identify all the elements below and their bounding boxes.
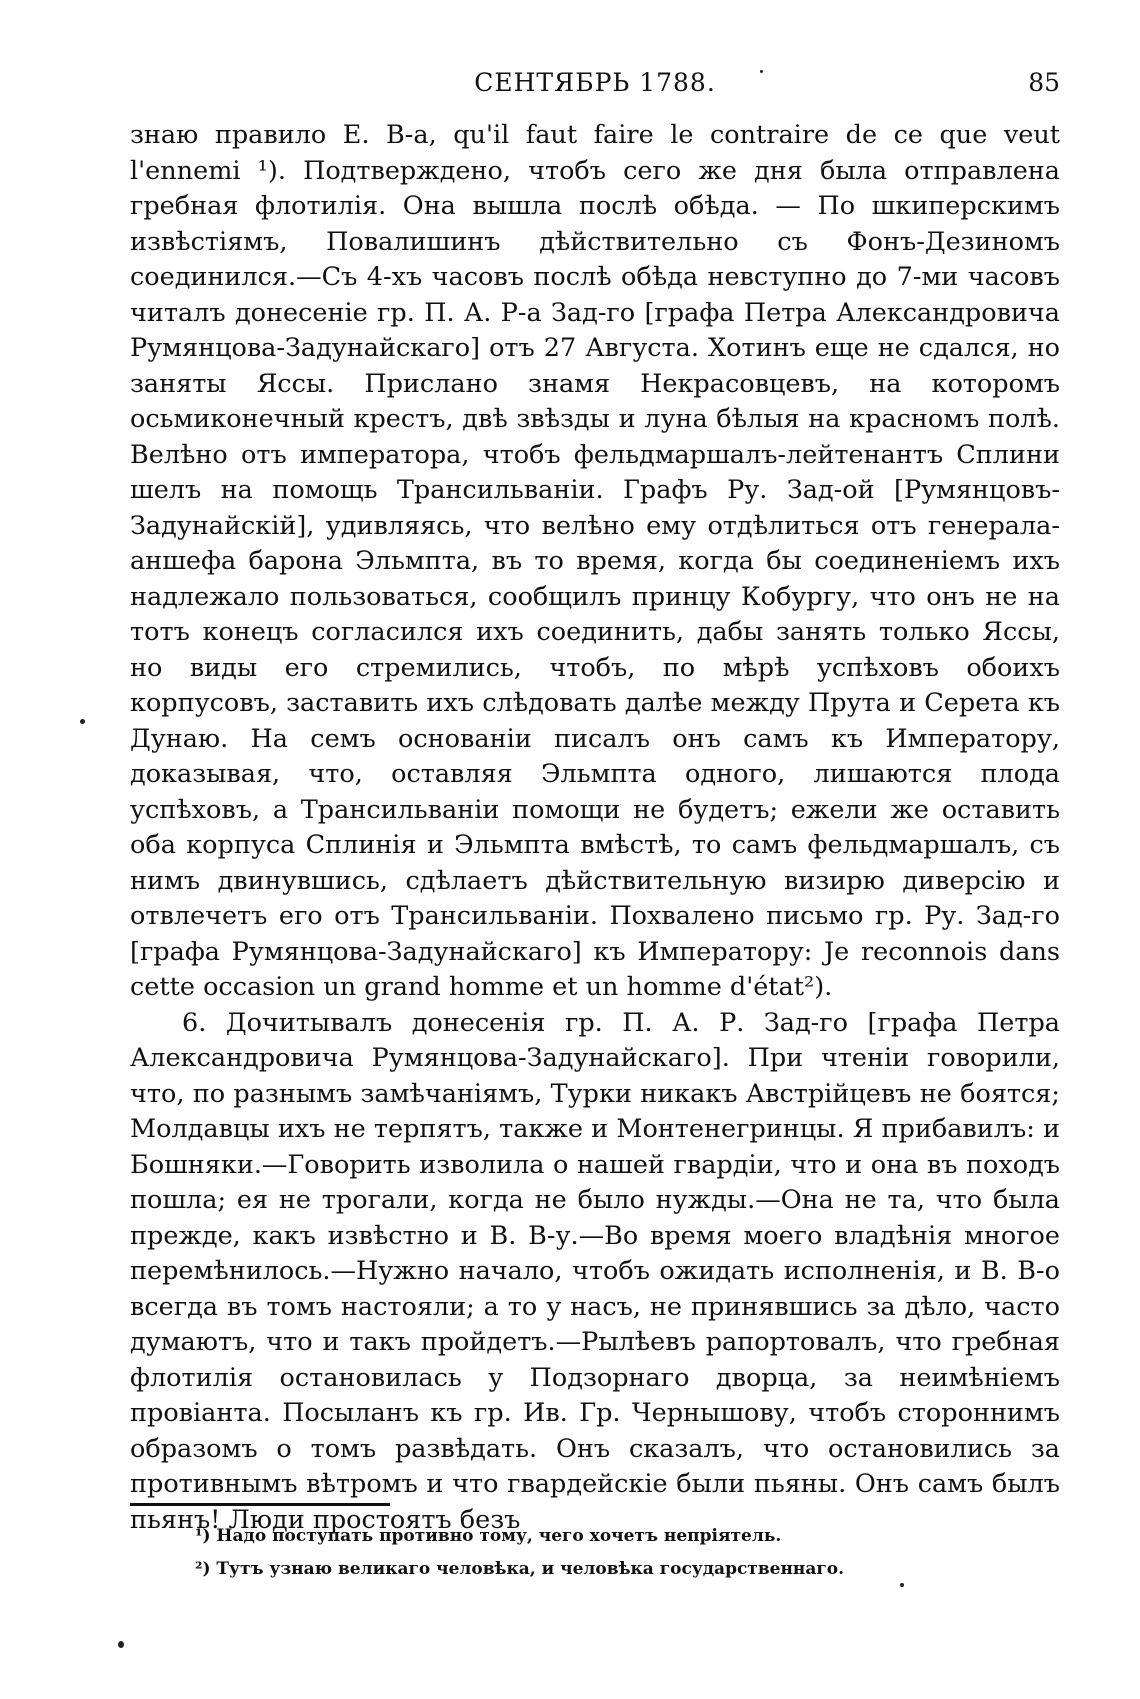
footnote: ²) Тутъ узнаю великаго человѣка, и человѣка государственнаго. — [195, 1559, 845, 1579]
footnote: ¹) Надо поступать противно тому, чего хочетъ непріятель. — [195, 1526, 782, 1546]
running-head: СЕНТЯБРЬ 1788. — [474, 68, 716, 97]
paragraph: 6. Дочитывалъ донесенія гр. П. А. Р. Зад-го [графа Петра Александровича Румянцова-Задунайскаго]. При чтеніи говорили, что, по разнымъ замѣчаніямъ, Турки никакъ Австрійцевъ не боятся; Молдавцы ихъ не терпятъ, также и Монтенегринцы. Я прибавилъ: и Бошняки.—Говорить изволила о нашей гвардіи, что и она въ походъ пошла; ея не трогали, когда не было нужды.—Она не та, что была прежде, какъ извѣстно и В. В-у.—Во время моего владѣнія многое перемѣнилось.—Нужно начало, чтобъ ожидать исполненія, и В. В-о всегда въ томъ настояли; а то у насъ, не принявшись за дѣло, часто думаютъ, что и такъ пройдетъ.—Рылѣевъ рапортовалъ, что гребная флотилія остановилась у Подзорнаго дворца, за неимѣніемъ провіанта. Посыланъ къ гр. Ив. Гр. Чернышову, чтобъ стороннимъ образомъ о томъ развѣдать. Онъ сказалъ, что остановились за противнымъ вѣтромъ и что гвардейскіе были пьяны. Онъ самъ былъ пьянъ! Люди простоятъ безъ — [130, 1007, 1060, 1535]
scan-speck — [80, 719, 85, 724]
scan-speck — [118, 1641, 124, 1648]
scan-speck — [900, 1583, 904, 1587]
paragraph: знаю правило Е. В-а, qu'il faut faire le contraire de ce que veut l'ennemi ¹). Подтверждено, чтобъ сего же дня была отправлена гребная флотилія. Она вышла послѣ обѣда. — По шкиперскимъ извѣстіямъ, Повалишинъ дѣйствительно съ Фонъ-Дезиномъ соединился.—Съ 4-хъ часовъ послѣ обѣда невступно до 7-ми часовъ читалъ донесеніе гр. П. А. Р-а Зад-го [графа Петра Александровича Румянцова-Задунайскаго] отъ 27 Августа. Хотинъ еще не сдался, но заняты Яссы. Прислано знамя Некрасовцевъ, на которомъ осьмиконечный крестъ, двѣ звѣзды и луна бѣлыя на красномъ полѣ. Велѣно отъ императора, чтобъ фельдмаршалъ-лейтенантъ Сплини шелъ на помощь Трансильваніи. Графъ Ру. Зад-ой [Румянцовъ-Задунайскій], удивляясь, что велѣно ему отдѣлиться отъ генерала-аншефа барона Эльмпта, въ то время, когда бы соединеніемъ ихъ надлежало пользоваться, сообщилъ принцу Кобургу, что онъ не на тотъ конецъ согласился ихъ соединить, дабы занять только Яссы, но виды его стремились, чтобъ, по мѣрѣ успѣховъ обоихъ корпусовъ, заставить ихъ слѣдовать далѣе между Прута и Серета къ Дунаю. На семъ основаніи писалъ онъ самъ къ Императору, доказывая, что, оставляя Эльмпта одного, лишаются плода успѣховъ, а Трансильваніи помощи не будетъ; ежели же оставить оба корпуса Сплинія и Эльмпта вмѣстѣ, то самъ фельдмаршалъ, съ нимъ двинувшись, сдѣлаетъ дѣйствительную визирю диверсію и отвлечетъ его отъ Трансильваніи. Похвалено письмо гр. Ру. Зад-го [графа Румянцова-Задунайскаго] къ Императору: Je reconnois dans cette occasion un grand homme et un homme d'état²). — [130, 120, 1060, 1002]
footnote-divider — [130, 1503, 390, 1506]
page-header — [130, 68, 1060, 108]
scan-speck — [760, 70, 763, 73]
footnotes — [195, 1520, 1055, 1586]
body-text — [130, 118, 1060, 1538]
page-number: 85 — [1028, 68, 1060, 97]
